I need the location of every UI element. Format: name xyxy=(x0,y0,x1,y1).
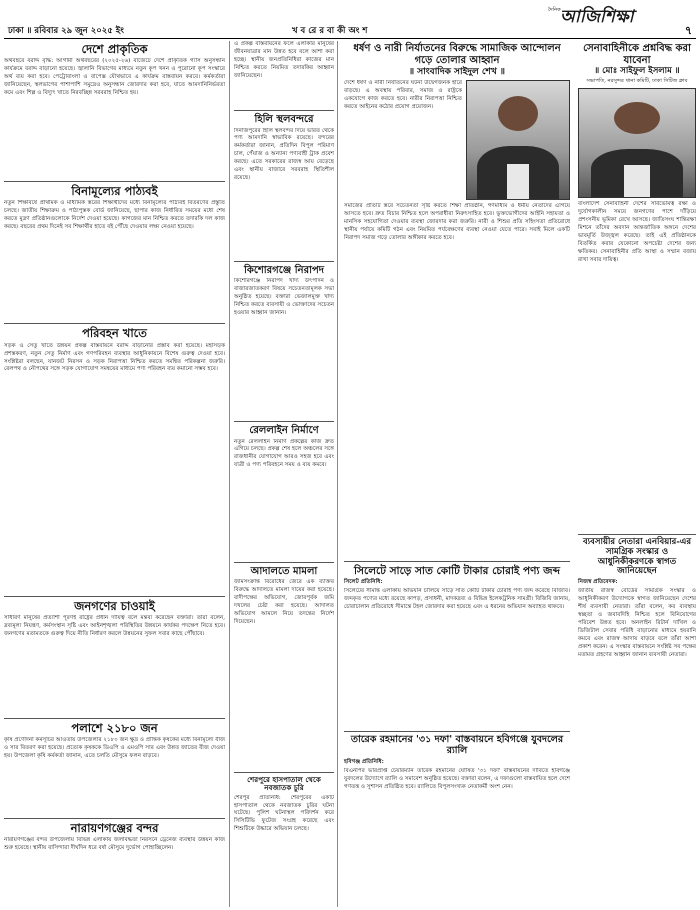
column-2 xyxy=(234,41,338,907)
page-number: ৭ xyxy=(684,24,692,37)
story-body: সাধারণ মানুষের প্রত্যাশা পূরণই রাষ্ট্রের প্রধান দায়িত্ব বলে মন্তব্য করেছেন বক্তারা। তাঁরা বলেন, দ্রব্যমূল্য নিয়ন্ত্রণ, কর্মসংস্থান সৃষ্টি এবং আইনশৃঙ্খলা পরিস্থিতির উন্নয়নে কার্যকর পদক্ষেপ নিতে হবে। জনগণের মতামতকে গুরুত্ব দিয়ে নীতি নির্ধারণ করলে উন্নয়নের সুফল সবার কাছে পৌঁছাবে। xyxy=(4,614,225,637)
column-1 xyxy=(4,41,230,907)
story-title: আদালতে মামলা xyxy=(250,565,318,577)
column-4 xyxy=(575,41,696,907)
story-body: বিএনপির ভারপ্রাপ্ত চেয়ারম্যান তারেক রহমানের ঘোষিত '৩১ দফা' বাস্তবায়নের দাবিতে হবিগঞ্জে যুবদলের উদ্যোগে র‍্যালি ও সমাবেশ অনুষ্ঠিত হয়েছে। বক্তারা বলেন, এ দফাগুলো বাস্তবায়িত হলে দেশে গণতন্ত্র ও সুশাসন প্রতিষ্ঠিত হবে। র‍্যালিতে বিপুলসংখ্যক নেতাকর্মী অংশ নেন। xyxy=(344,768,570,790)
story-body: সিলেটের সীমান্ত এলাকায় অভিযান চালিয়ে সাড়ে সাত কোটি টাকার চোরাই পণ্য জব্দ করেছে বিজিবি। জব্দকৃত পণ্যের মধ্যে রয়েছে কাপড়, প্রসাধনী, মাদকদ্রব্য ও বিভিন্ন ইলেকট্রনিক সামগ্রী। বিজিবি জানায়, চোরাচালান প্রতিরোধে সীমান্তে টহল জোরদার করা হয়েছে এবং এ ধরনের অভিযান অব্যাহত থাকবে। xyxy=(344,588,570,611)
newspaper-page xyxy=(4,3,696,907)
page-header xyxy=(4,3,696,39)
story-title: সিলেটে সাড়ে সাত কোটি টাকার চোরাই পণ্য জব্দ xyxy=(354,565,560,578)
header-section: খ ব রে র বা কী অং শ xyxy=(292,26,368,36)
story-body: সমাজের প্রতিটি স্তরে সচেতনতা সৃষ্টি করতে শিক্ষা প্রতিষ্ঠান, গণমাধ্যম ও ধর্মীয় নেতাদের এগিয়ে আসতে হবে। দ্রুত বিচার নিশ্চিত হলে অপরাধীরা নিরুৎসাহিত হবে। ভুক্তভোগীদের আইনি সহায়তা ও মানসিক সহযোগিতা দেওয়ার ব্যবস্থা জোরদার করা জরুরি। নারী ও শিশুর প্রতি সহিংসতা প্রতিরোধে স্থানীয় পর্যায়ে কমিটি গঠন এবং নিয়মিত পর্যবেক্ষণের ব্যবস্থা নেওয়া যেতে পারে। সবাই মিলে একটি নিরাপদ সমাজ গড়ে তোলার অঙ্গীকার করতে হবে। xyxy=(344,203,570,242)
story-title: শেরপুরে হাসপাতাল থেকে নবজাতক চুরি xyxy=(247,775,321,793)
story-byline: ॥ সাংবাদিক সাইদুল শেখ ॥ xyxy=(409,67,505,77)
story-byline: নিজস্ব প্রতিবেদক: xyxy=(578,579,618,586)
story-byline: ॥ মোঃ সাইফুল ইসলাম ॥ xyxy=(594,66,680,76)
story-body: দিনাজপুরের হিলি স্থলবন্দর দিয়ে ভারত থেকে পণ্য আমদানি স্বাভাবিক রয়েছে। বন্দরের কর্মকর্তারা জানান, প্রতিদিন বিপুল পরিমাণ চাল, পেঁয়াজ ও অন্যান্য পণ্যবাহী ট্রাক প্রবেশ করছে। এতে সরকারের রাজস্ব আয় বেড়েছে এবং স্থানীয় বাজারে সরবরাহ স্থিতিশীল রয়েছে। xyxy=(234,127,334,182)
story-body: নারায়ণগঞ্জের বন্দর উপজেলায় বিভিন্ন এলাকায় জলাবদ্ধতা নিরসনে ড্রেনেজ ব্যবস্থার উন্নয়ন কাজ শুরু হয়েছে। স্থানীয় বাসিন্দারা দীর্ঘদিন ধরে বর্ষা মৌসুমে দুর্ভোগ পোহাচ্ছিলেন। xyxy=(4,837,225,852)
story-body: এ প্রকল্প বাস্তবায়নের ফলে এলাকার মানুষের জীবনযাত্রার মান উন্নত হবে বলে আশা করা হচ্ছে। স্থানীয় জনপ্রতিনিধিরা কাজের মান নিশ্চিত করতে নিয়মিত তদারকির আহ্বান জানিয়েছেন। xyxy=(234,41,334,79)
story-body: সড়ক ও সেতু খাতে উন্নয়ন প্রকল্প বাস্তবায়নে বরাদ্দ বাড়ানোর প্রস্তাব করা হয়েছে। মহাসড়ক প্রশস্তকরণ, নতুন সেতু নির্মাণ এবং গণপরিবহন ব্যবস্থার আধুনিকায়নে বিশেষ গুরুত্ব দেওয়া হবে। সংশ্লিষ্টরা বলছেন, যানজট নিরসন ও সড়ক নিরাপত্তা নিশ্চিত করতে সমন্বিত পরিকল্পনা জরুরি। রেলপথ ও নৌপথের সঙ্গে সড়ক যোগাযোগ সমন্বয়ের মাধ্যমে পণ্য পরিবহন ব্যয় কমানো সম্ভব হবে। xyxy=(4,342,225,373)
story-title: ধর্ষণ ও নারী নির্যাতনের বিরুদ্ধে সামাজিক আন্দোলন গড়ে তোলার আহ্বান xyxy=(353,43,561,66)
newspaper-logo: আজিশিক্ষা xyxy=(560,7,634,27)
story-title: পলাশে ২১৮০ জন xyxy=(71,720,158,735)
story-body: নতুন রেললাইন নির্মাণ প্রকল্পের কাজ দ্রুত এগিয়ে চলছে। প্রকল্প শেষ হলে অঞ্চলের সঙ্গে রাজধানীর যোগাযোগ আরও সহজ হবে এবং যাত্রী ও পণ্য পরিবহনে সময় ও ব্যয় কমবে। xyxy=(234,438,334,469)
author-designation: সভাপতি, নরসুন্দর থানা কমিটি, ঢাকা সিটিজ ক্লাব xyxy=(586,77,688,84)
story-title: হিলি স্থলবন্দরে xyxy=(254,114,314,125)
story-title: দেশে প্রাকৃতিক xyxy=(81,42,148,56)
story-title: তারেক রহমানের '৩১ দফা' বাস্তবায়নে হবিগঞ্জে যুবদলের র‍্যালি xyxy=(350,734,564,757)
story-title: রেললাইন নির্মাণে xyxy=(249,425,319,436)
story-body: বাংলাদেশ সেনাবাহিনী দেশের সার্বভৌমত্ব রক্ষা ও দুর্যোগকালীন সময়ে জনগণের পাশে দাঁড়িয়ে প্রশংসনীয় ভূমিকা রেখে আসছে। জাতিসংঘ শান্তিরক্ষা মিশনে তাঁদের অবদান আন্তর্জাতিক অঙ্গনে দেশের ভাবমূর্তি উজ্জ্বল করেছে। তাই এই প্রতিষ্ঠানকে বিতর্কিত করার যেকোনো অপচেষ্টা দেশের জন্য ক্ষতিকর। সেনাবাহিনীর প্রতি আস্থা ও সম্মান বজায় রাখা সবার দায়িত্ব। xyxy=(578,201,696,263)
story-title: পরিবহন খাতে xyxy=(82,326,147,341)
story-title: বিনামূল্যের পাঠ্যবই xyxy=(71,184,158,199)
story-body: কিশোরগঞ্জে নিরাপদ খাদ্য উৎপাদন ও বাজারজাতকরণ বিষয়ে সচেতনতামূলক সভা অনুষ্ঠিত হয়েছে। বক্তারা ভেজালমুক্ত খাদ্য নিশ্চিত করতে ব্যবসায়ী ও ভোক্তাদের সচেতন হওয়ার আহ্বান জানান। xyxy=(234,278,334,316)
header-date: ঢাকা ॥ রবিবার ২৯ জুন ২০২৫ ইং xyxy=(8,26,124,36)
author-photo xyxy=(578,88,696,198)
story-body: অর্থবছরে বরাদ্দ বৃদ্ধি: আগামী অর্থবছরের (২০২৫-২৬) বাজেটে দেশে প্রাকৃতিক গ্যাস অনুসন্ধান কার্যক্রমে বরাদ্দ বাড়ানো হয়েছে। জ্বালানি বিভাগের মাধ্যমে নতুন কূপ খনন ও পুরোনো কূপ সংস্কারে অর্থ ব্যয় করা হবে। পেট্রোবাংলা ও বাপেক্স যৌথভাবে এ কার্যক্রম বাস্তবায়ন করবে। কর্মকর্তারা জানিয়েছেন, স্থলভাগের পাশাপাশি সমুদ্রেও অনুসন্ধান জোরদার করা হবে, যাতে আমদানিনির্ভরতা কমে এবং শিল্প ও বিদ্যুৎ খাতে নিরবচ্ছিন্ন সরবরাহ নিশ্চিত হয়। xyxy=(4,58,225,96)
story-body: দেশে ধর্ষণ ও নারী নির্যাতনের ঘটনা উদ্বেগজনক হারে বাড়ছে। এ অবস্থায় পরিবার, সমাজ ও রাষ্ট্রকে একযোগে কাজ করতে হবে। নারীর নিরাপত্তা নিশ্চিত করতে আইনের কঠোর প্রয়োগ প্রয়োজন। xyxy=(344,80,462,111)
reporter-photo xyxy=(466,80,570,200)
story-byline: সিলেট প্রতিনিধি: xyxy=(344,579,383,586)
column-3 xyxy=(341,41,573,907)
story-body: জমিসংক্রান্ত বিরোধের জেরে এক ব্যক্তির বিরুদ্ধে আদালতে মামলা দায়ের করা হয়েছে। বাদীপক্ষের অভিযোগ, জোরপূর্বক জমি দখলের চেষ্টা করা হয়েছে। আদালত অভিযোগ আমলে নিয়ে তদন্তের নির্দেশ দিয়েছেন। xyxy=(234,579,334,625)
story-title: সেনাবাহিনীকে প্রশ্নবিদ্ধ করা যাবেনা xyxy=(583,43,691,66)
story-body: কৃষি প্রণোদনা কর্মসূচির আওতায় উপজেলার ২১৮০ জন ক্ষুদ্র ও প্রান্তিক কৃষকের মধ্যে বিনামূল্যে বীজ ও সার বিতরণ করা হয়েছে। প্রত্যেক কৃষককে ডিএপি ও এমওপি সার এবং উন্নত জাতের বীজ দেওয়া হয়। উপজেলা কৃষি কর্মকর্তা জানান, এতে চলতি মৌসুমে ফলন বাড়বে। xyxy=(4,737,225,759)
logo-tagline: দৈনিক xyxy=(548,7,561,13)
story-title: কিশোরগঞ্জে নিরাপদ xyxy=(243,264,325,276)
story-title: ব্যবসায়ীর নেতারা এনবিয়ার-এর সামগ্রিক সংস্কার ও আধুনিকীকরণকে স্বাগত জানিয়েছেন xyxy=(582,537,692,577)
story-body: জাতীয় রাজস্ব বোর্ডের সামগ্রিক সংস্কার ও আধুনিকীকরণ উদ্যোগকে স্বাগত জানিয়েছেন দেশের শীর্ষ ব্যবসায়ী নেতারা। তাঁরা বলেন, কর ব্যবস্থায় স্বচ্ছতা ও জবাবদিহি নিশ্চিত হলে বিনিয়োগের পরিবেশ উন্নত হবে। অনলাইন রিটার্ন দাখিল ও ডিজিটাল সেবার পরিধি বাড়ানোর মাধ্যমে হয়রানি কমবে এবং রাজস্ব আদায় বাড়বে বলে তাঁরা আশা প্রকাশ করেন। এ সংস্কার বাস্তবায়নে সংশ্লিষ্ট সব পক্ষের মতামত গ্রহণের আহ্বান জানান ব্যবসায়ী নেতারা। xyxy=(578,588,696,658)
story-byline: হবিগঞ্জ প্রতিনিধি: xyxy=(344,759,384,766)
story-title: জনগণের চাওয়াই xyxy=(74,598,155,613)
story-body: নতুন শিক্ষাবর্ষে প্রাথমিক ও মাধ্যমিক স্তরের শিক্ষার্থীদের মধ্যে বিনামূল্যের পাঠ্যবই বিতরণের প্রস্তুতি চলছে। জাতীয় শিক্ষাক্রম ও পাঠ্যপুস্তক বোর্ড জানিয়েছে, ছাপার কাজ নির্ধারিত সময়ের মধ্যে শেষ করতে মুদ্রণ প্রতিষ্ঠানগুলোকে নির্দেশ দেওয়া হয়েছে। কাগজের মান নিশ্চিত করতে তদারকি দল কাজ করছে। বছরের প্রথম দিনেই সব শিক্ষার্থীর হাতে বই পৌঁছে দেওয়ার লক্ষ্য নেওয়া হয়েছে। xyxy=(4,200,225,231)
story-title: নারায়ণগঞ্জের বন্দর xyxy=(70,821,159,836)
story-body: শেরপুর প্রতিনিধি: শেরপুরের একটি হাসপাতাল থেকে নবজাতক চুরির ঘটনা ঘটেছে। পুলিশ ঘটনাস্থল পরিদর্শন করে সিসিটিভি ফুটেজ সংগ্রহ করেছে এবং শিশুটিকে উদ্ধারে অভিযান চলছে। xyxy=(234,794,334,833)
